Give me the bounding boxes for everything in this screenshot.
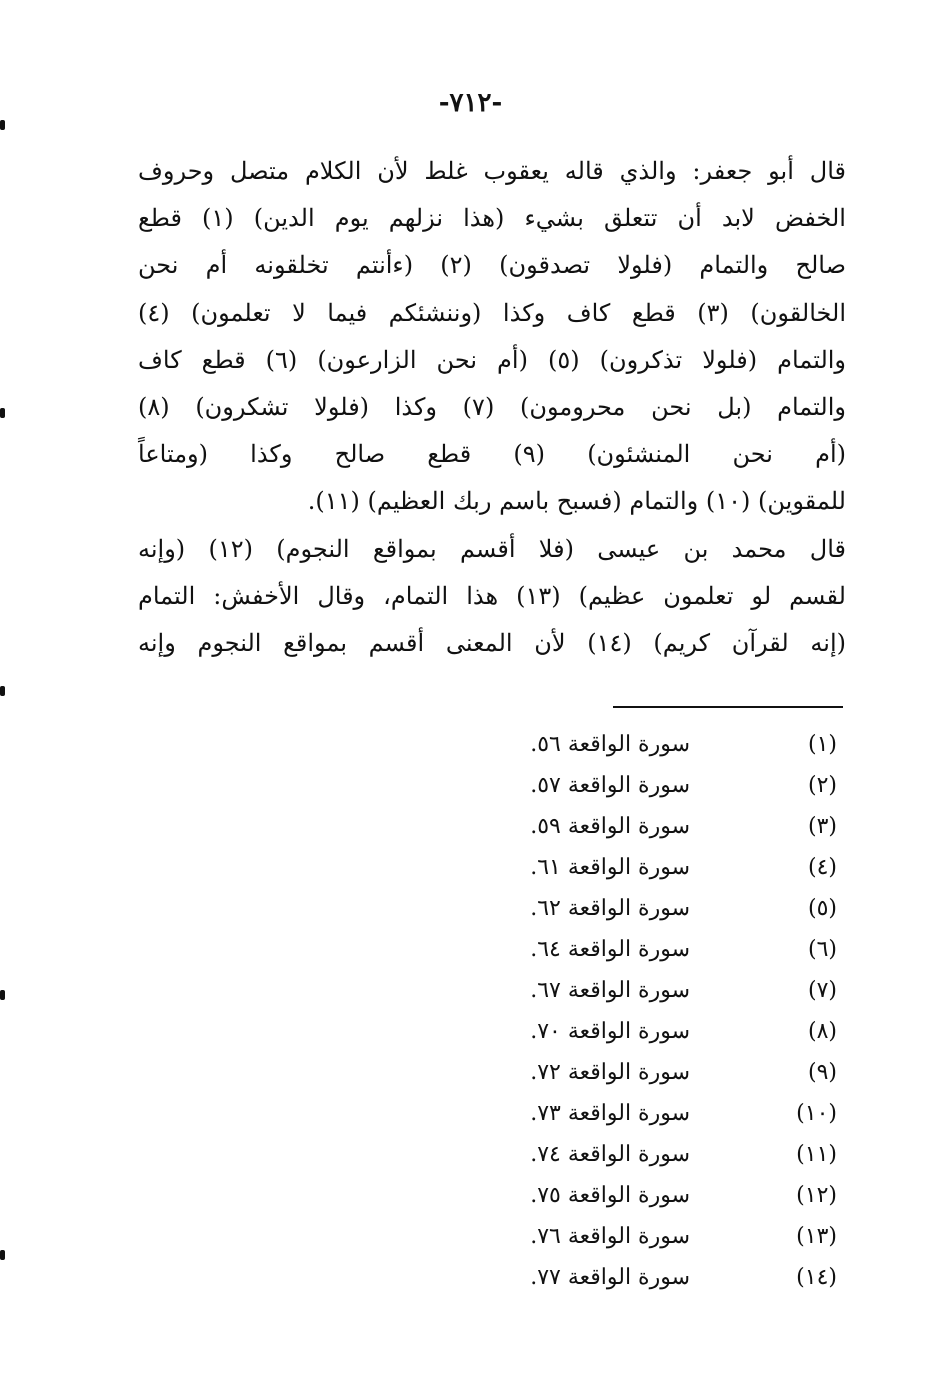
footnote-item: [500, 1219, 845, 1260]
footnote-text: سورة الواقعة ٥٧.: [530, 773, 690, 798]
page-number: -٧١٢-: [438, 88, 503, 118]
footnote-item: [500, 1014, 845, 1055]
footnotes-list: [500, 727, 845, 1301]
footnote-number: (٩): [807, 1060, 837, 1085]
footnote-item: [500, 891, 845, 932]
footnote-item: [500, 1260, 845, 1301]
footnote-item: [500, 727, 845, 768]
footnote-text: سورة الواقعة ٥٦.: [530, 732, 690, 757]
text-line: والتمام (فلولا تذكرون) (٥) (أم نحن الزارعون) (٦) قطع كاف: [138, 345, 847, 374]
footnote-number: (٢): [807, 773, 837, 798]
footnote-text: سورة الواقعة ٦٤.: [530, 937, 690, 962]
footnote-number: (١٢): [796, 1183, 837, 1208]
footnote-number: (١): [807, 732, 837, 757]
footnote-divider: [613, 706, 843, 708]
footnote-text: سورة الواقعة ٧٥.: [530, 1183, 690, 1208]
footnote-text: سورة الواقعة ٧٢.: [530, 1060, 690, 1085]
footnote-text: سورة الواقعة ٧٠.: [530, 1019, 690, 1044]
text-line: قال محمد بن عيسى (فلا أقسم بمواقع النجوم) (١٢) (وإنه: [138, 534, 846, 563]
footnote-text: سورة الواقعة ٧٤.: [530, 1142, 690, 1167]
footnote-text: سورة الواقعة ٧٣.: [530, 1101, 690, 1126]
paragraph-2: [138, 526, 846, 668]
text-line: والتمام (بل نحن محرومون) (٧) وكذا (فلولا تشكرون) (٨): [138, 393, 846, 422]
binding-mark: [0, 120, 5, 130]
footnote-number: (٣): [807, 814, 837, 839]
text-line: الخفض لابد أن تتعلق بشيء (هذا نزلهم يوم الدين) (١) قطع: [138, 204, 846, 233]
footnote-number: (١٠): [796, 1101, 837, 1126]
footnote-text: سورة الواقعة ٧٦.: [530, 1224, 690, 1249]
text-line: صالح والتمام (فلولا تصدقون) (٢) (ءأنتم تخلقونه أم نحن: [138, 251, 846, 280]
paragraph-1: [138, 148, 846, 526]
binding-mark: [0, 408, 5, 418]
footnote-number: (١٤): [796, 1265, 837, 1290]
footnote-item: [500, 1178, 845, 1219]
footnote-number: (١٣): [796, 1224, 837, 1249]
binding-mark: [0, 1250, 5, 1260]
text-line: الخالقون) (٣) قطع كاف وكذا (وننشئكم فيما لا تعلمون) (٤): [138, 298, 846, 327]
text-line: لقسم لو تعلمون عظيم) (١٣) هذا التمام، وقال الأخفش: التمام: [138, 581, 846, 610]
footnote-number: (٥): [807, 896, 837, 921]
text-line: (أم نحن المنشئون) (٩) قطع صالح وكذا (ومتاعاً: [138, 440, 847, 469]
binding-mark: [0, 990, 5, 1000]
footnote-text: سورة الواقعة ٦٧.: [530, 978, 690, 1003]
footnote-item: [500, 932, 845, 973]
footnote-text: سورة الواقعة ٦٢.: [530, 896, 690, 921]
footnote-item: [500, 768, 845, 809]
footnote-item: [500, 809, 845, 850]
footnote-number: (٨): [807, 1019, 837, 1044]
footnote-text: سورة الواقعة ٦١.: [530, 855, 690, 880]
text-line: للمقوين) (١٠) والتمام (فسبح باسم ربك العظيم) (١١).: [307, 487, 846, 516]
footnote-item: [500, 850, 845, 891]
main-text: [138, 148, 846, 667]
text-line: قال أبو جعفر: والذي قاله يعقوب غلط لأن الكلام متصل وحروف: [138, 157, 846, 185]
footnote-text: سورة الواقعة ٧٧.: [530, 1265, 690, 1290]
text-line: (إنه لقرآن كريم) (١٤) لأن المعنى أقسم بمواقع النجوم وإنه: [138, 629, 846, 658]
binding-mark: [0, 686, 5, 696]
footnote-number: (٦): [807, 937, 837, 962]
footnote-item: [500, 1096, 845, 1137]
footnote-number: (٤): [807, 855, 837, 880]
footnote-number: (٧): [807, 978, 837, 1003]
footnote-number: (١١): [796, 1142, 837, 1167]
footnote-text: سورة الواقعة ٥٩.: [530, 814, 690, 839]
footnote-item: [500, 973, 845, 1014]
footnote-item: [500, 1137, 845, 1178]
footnote-item: [500, 1055, 845, 1096]
